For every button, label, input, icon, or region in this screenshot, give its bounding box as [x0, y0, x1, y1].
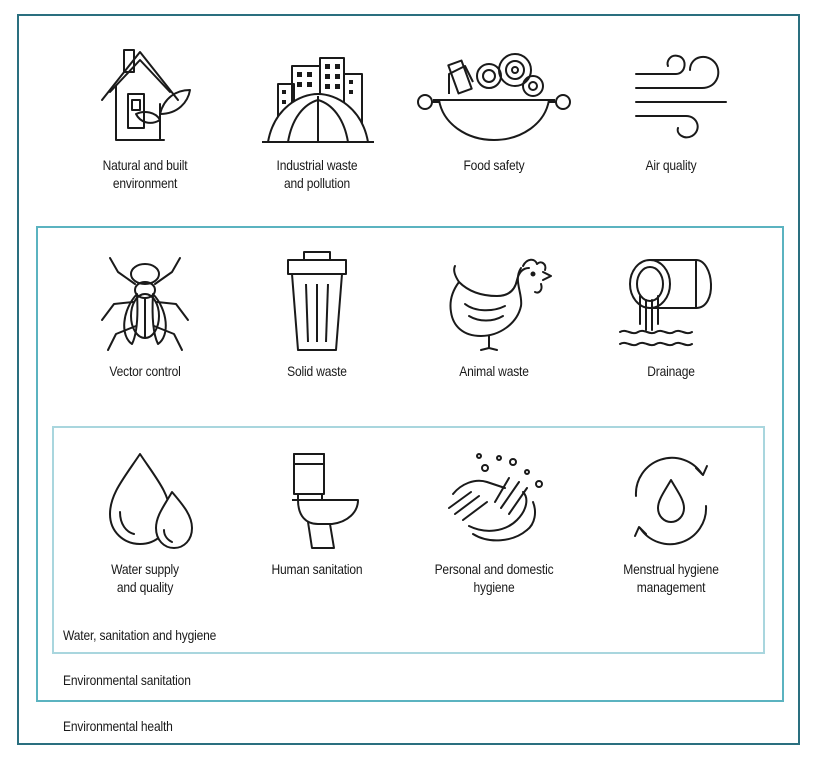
drop-cycle-icon — [606, 448, 736, 554]
fly-icon — [80, 250, 210, 356]
environmental-health-label: Environmental health — [63, 718, 173, 734]
label-solid-waste: Solid waste — [287, 363, 347, 379]
label-food-safety: Food safety — [463, 157, 525, 173]
item-vector-control — [60, 250, 230, 380]
label-menstrual-hygiene: Menstrual hygiene management — [623, 561, 719, 595]
toilet-icon — [252, 448, 382, 554]
label-air-quality: Air quality — [645, 157, 697, 173]
item-menstrual-hygiene — [586, 448, 756, 596]
item-human-sanitation — [232, 448, 402, 578]
item-animal-waste — [409, 250, 579, 380]
water-drops-icon — [80, 448, 210, 554]
house-plant-icon — [80, 44, 210, 150]
label-natural-built-environment: Natural and built environment — [102, 157, 188, 191]
factory-buildings-icon — [252, 44, 382, 150]
food-bowl-icon — [409, 44, 579, 150]
label-water-supply: Water supply and quality — [111, 561, 179, 595]
item-air-quality — [586, 44, 756, 174]
item-industrial-waste — [232, 44, 402, 192]
item-water-supply — [60, 448, 230, 596]
label-personal-hygiene: Personal and domestic hygiene — [434, 561, 554, 595]
label-drainage: Drainage — [647, 363, 695, 379]
trash-bin-icon — [252, 250, 382, 356]
label-industrial-waste: Industrial waste and pollution — [276, 157, 358, 191]
item-personal-hygiene — [409, 448, 579, 596]
wind-icon — [606, 44, 736, 150]
label-animal-waste: Animal waste — [459, 363, 529, 379]
drain-pipe-icon — [606, 250, 736, 356]
item-natural-built-environment — [60, 44, 230, 192]
chicken-icon — [409, 250, 579, 356]
handwashing-icon — [409, 448, 579, 554]
item-drainage — [586, 250, 756, 380]
item-solid-waste — [232, 250, 402, 380]
label-human-sanitation: Human sanitation — [271, 561, 363, 577]
label-vector-control: Vector control — [109, 363, 181, 379]
item-food-safety — [409, 44, 579, 174]
environmental-sanitation-label: Environmental sanitation — [63, 672, 191, 688]
wash-label: Water, sanitation and hygiene — [63, 627, 217, 643]
